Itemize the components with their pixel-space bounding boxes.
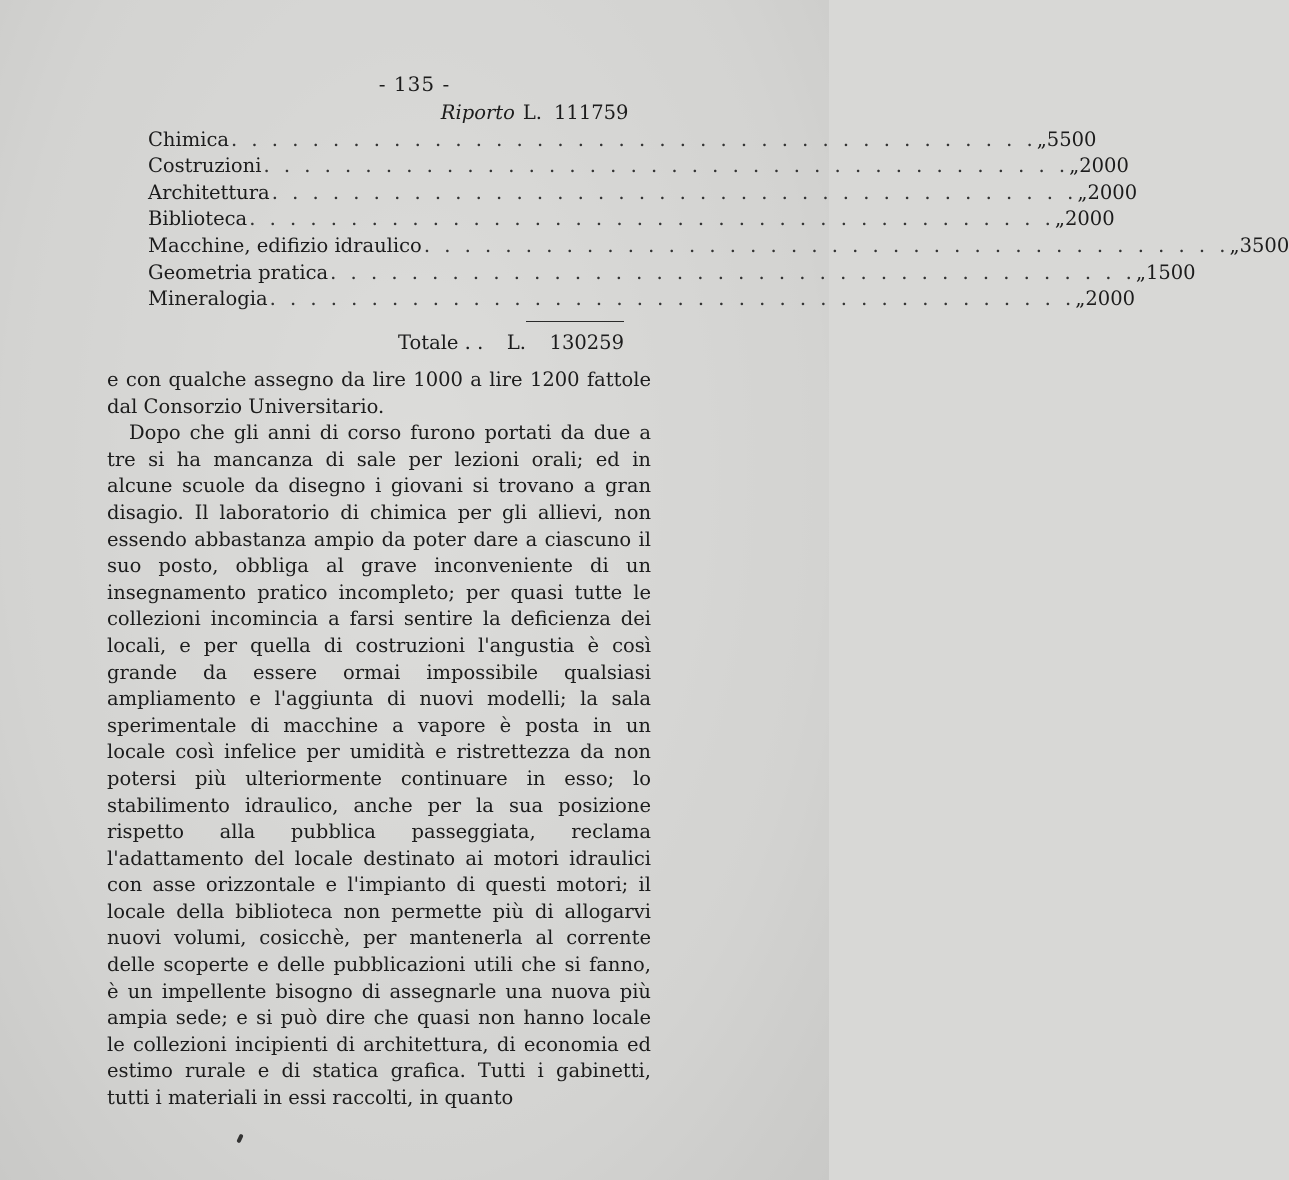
ledger-item-amount: 1500 [1145,260,1196,284]
budget-ledger [148,100,1289,313]
ledger-row [148,260,1196,287]
ledger-item-label: Costruzioni [148,154,262,178]
ditto-mark: „ [1036,127,1047,151]
ledger-row [148,153,1129,180]
leader-dots: . . . . . . . . . . . . . . . . . . . . . . . . . . . . . . . . . . . . . . . . [263,154,1070,178]
ledger-row [148,180,1138,207]
ledger-item-label: Architettura [148,180,270,204]
ditto-mark: „ [1054,207,1065,231]
ditto-mark: „ [1077,180,1088,204]
ditto-mark: „ [1075,287,1086,311]
riporto-label: Riporto [440,101,515,124]
ledger-item-label: Geometria pratica [148,260,329,284]
leader-dots: . . . . . . . . . . . . . . . . . . . . . . . . . . . . . . . . . . . . . . . . [330,260,1136,284]
ledger-row [148,233,1289,260]
ditto-mark: „ [1135,260,1146,284]
ledger-item-label: Biblioteca [148,207,248,231]
ledger-item-label: Mineralogia [148,287,268,311]
totale-label: Totale . . [398,331,484,354]
ditto-mark: „ [1069,154,1080,178]
page-number: - 135 - [378,72,451,96]
ledger-item-amount: 3500 [1239,233,1289,257]
leader-dots: . . . . . . . . . . . . . . . . . . . . . . . . . . . . . . . . . . . . . . . . [271,180,1078,204]
leader-dots: . . . . . . . . . . . . . . . . . . . . . . . . . . . . . . . . . . . . . . . . [269,287,1076,311]
ledger-item-label: Macchine, edifizio idraulico [148,233,422,257]
paragraph: Dopo che gli anni di corso furono portati da due a tre si ha mancanza di sale per lezioni orali; ed in alcune scuole da disegno i giovani si trovano a gran disagio. Il laboratorio di chimica per gli allievi, non essendo abbastanza ampio da poter dare a ciascuno il suo posto, obbliga al grave inconveniente di un insegnamento pratico incompleto; per quasi tutte le collezioni incomincia a farsi sentire la deficienza dei locali, e per quella di costruzioni l'angustia è così grande da essere ormai impossibile qualsiasi ampliamento e l'aggiunta di nuovi modelli; la sala sperimentale di macchine a vapore è posta in un locale così infelice per umidità e ristrettezza da non potersi più ulteriormente continuare in esso; lo stabilimento idraulico, anche per la sua posizione rispetto alla pubblica passeggiata, reclama l'adattamento del locale destinato ai motori idraulici con asse orizzontale e l'impianto di questi motori; il locale della biblioteca non permette più di allogarvi nuovi volumi, cosicchè, per mantenerla al corrente delle scoperte e delle pubblicazioni utili che si fanno, è un impellente bisogno di assegnarle una nuova più ampia sede; e si può dire che quasi non hanno locale le collezioni incipienti di architettura, di economia ed estimo rurale e di statica grafica. Tutti i gabinetti, tutti i materiali in essi raccolti, in quanto [107,421,651,1110]
ledger-item-amount: 2000 [1087,180,1138,204]
totale-amount: 130259 [549,331,624,354]
ledger-item-amount: 5500 [1046,127,1097,151]
ledger-item-amount: 2000 [1085,287,1136,311]
riporto-row [148,100,629,127]
ledger-item-amount: 2000 [1079,154,1129,178]
ledger-row [148,286,1136,313]
sum-rule [526,321,624,322]
totale-row [398,331,624,354]
riporto-currency: L. [522,101,542,124]
leader-dots: . . . . . . . . . . . . . . . . . . . . . . . . . . . . . . . . . . . . . . . . [231,127,1037,151]
ledger-row [148,206,1115,233]
ledger-row [148,127,1097,154]
ditto-mark: „ [1229,233,1240,257]
ledger-item-label: Chimica [148,127,229,151]
totale-currency: L. [506,331,526,354]
leader-dots: . . . . . . . . . . . . . . . . . . . . . . . . . . . . . . . . . . . . . . . . [249,207,1055,231]
riporto-amount: 111759 [554,101,629,124]
ledger-item-amount: 2000 [1064,207,1115,231]
body-text [107,367,651,1112]
ink-speck [236,1134,243,1144]
paragraph: e con qualche assegno da lire 1000 a lire 1200 fattole dal Consorzio Universitario. [107,368,651,418]
ledger-rows [148,127,1289,313]
leader-dots: . . . . . . . . . . . . . . . . . . . . . . . . . . . . . . . . . . . . . . . . [423,233,1230,257]
